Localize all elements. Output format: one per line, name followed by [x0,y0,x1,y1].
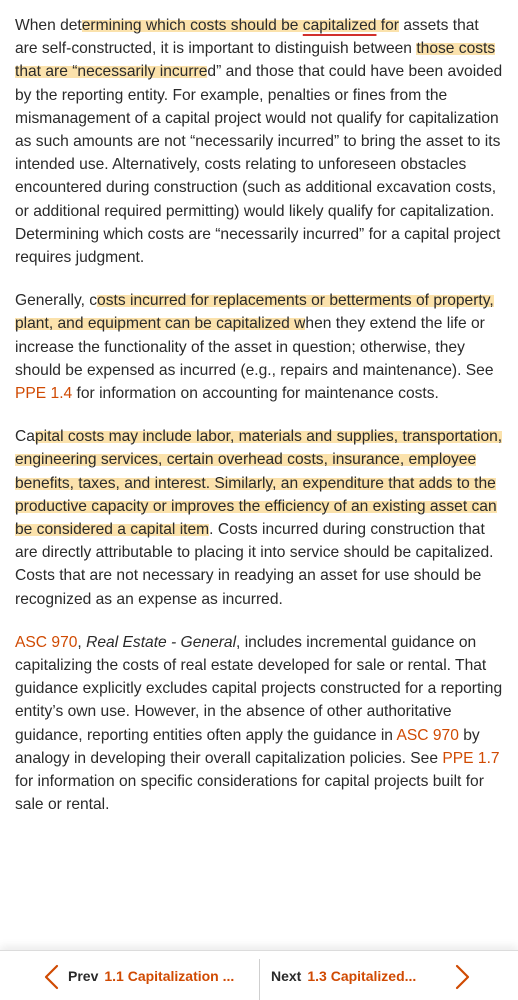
asc-970-link[interactable]: ASC 970 [396,726,459,744]
prev-button[interactable] [38,951,258,1000]
chevron-right-icon[interactable] [454,964,472,990]
text: When det [15,17,82,34]
text: for [376,17,399,34]
text: for information on specific considerations for capital projects built for sale or rental. [15,773,484,814]
highlight [82,17,399,34]
text: d” and those that could have been avoided by the reporting entity. For example, penalties or fines from the mismanagement of a capital project would not qualify for capitalization as such amounts are not “necessarily incurred” to bring the asset to its intended use. Alternatively, costs relating to unforeseen obstacles encountered during construction (such as additional excavation costs, or additional required permitting) would likely qualify for capitalization. Determining which costs are “necessarily incurred” for a capital project requires judgment. [15,63,503,267]
text: ermining which costs should be [81,17,303,34]
text: . Costs incurred during construction that are directly attributable to placing it into service should be capitalized. Costs that are not necessary in readying an asset for use should be recognized as an expense as incurred. [15,521,494,608]
paragraph-capitalization-intro [15,14,504,269]
divider [259,959,260,1000]
prev-label: Prev [68,968,99,984]
text: for information on accounting for maintenance costs. [72,385,439,403]
navigation-footer [0,950,518,1000]
ppe-1-4-link[interactable]: PPE 1.4 [15,385,73,403]
italic-title: Real Estate - General [86,633,237,651]
ppe-1-7-link[interactable]: PPE 1.7 [442,749,500,767]
highlight: pital costs may include labor, materials and supplies, transportation, engineering services, certain overhead costs, insurance, employee benefits, taxes, and interest. Similarly, an expenditure that adds to the productive capacity or improves the efficiency of an existing asset can be considered a capital item [15,428,503,539]
next-button[interactable] [271,951,511,1000]
next-section-title: 1.3 Capitalized... [307,968,417,984]
paragraph-replacements-betterments [15,289,504,405]
text: assets that are self-constructed, it is important to distinguish between [15,17,479,58]
paragraph-capital-costs [15,425,504,611]
text: hen they extend the life or increase the functionality of the asset in question; otherwise, they should be expensed as incurred (e.g., repairs and maintenance). See [15,315,494,379]
asc-970-link[interactable]: ASC 970 [15,633,78,651]
next-label: Next [271,968,302,984]
text: , [77,633,87,651]
text: Generally, c [15,292,98,310]
prev-section-title: 1.1 Capitalization ... [104,968,235,984]
text: , includes incremental guidance on capitalizing the costs of real estate developed for sale or rental. That guidance explicitly excludes capital projects constructed for a reporting entity’s own use. However, in the absence of other authoritative guidance, reporting entities often apply the guidance in [15,633,503,744]
highlight: those costs that are “necessarily incurre [15,40,496,81]
paragraph-asc-970 [15,631,504,817]
underlined-text: capitalized [302,17,377,34]
highlight: osts incurred for replacements or betterments of property, plant, and equipment can be capitalized w [15,292,494,333]
text: by analogy in developing their overall capitalization policies. See [15,726,480,767]
text: Ca [15,428,35,446]
